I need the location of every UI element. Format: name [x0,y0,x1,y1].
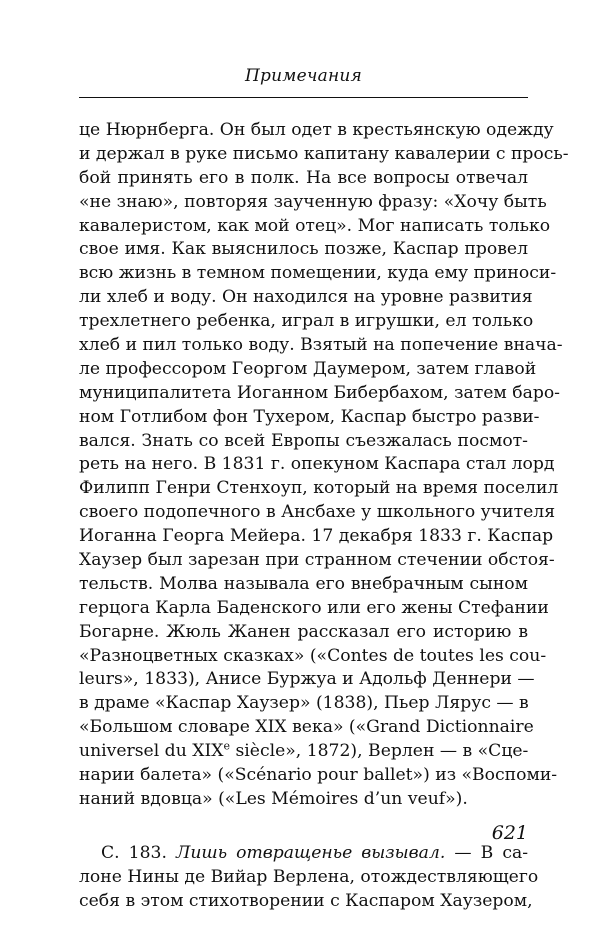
paragraph-notes-continuation [79,119,569,812]
text-line: ле профессором Георгом Даумером, затем главой [79,358,537,379]
text-line: «Большом словаре XIX века» («Grand Dictionnaire [79,717,534,738]
text-line: Хаузер был зарезан при странном стечении обстоя- [79,550,555,571]
paragraph-note-entry [79,842,539,914]
text-line: хлеб и пил только воду. Взятый на попечение внача- [79,335,563,356]
text-line: трехлетнего ребенка, играл в игрушки, ел только [79,311,534,332]
text-line: leurs», 1833), Анисе Буржуа и Адольф Деннери — [79,669,535,690]
text-line: герцога Карла Баденского или его жены Стефании [79,597,549,618]
text-line: це Нюрнберга. Он был одет в крестьянскую одежду [79,120,554,140]
text-line: и держал в руке письмо капитану кавалерии с прось- [79,143,569,164]
quoted-line: Лишь отвращенье вызывал. [176,842,446,863]
text-line: своего подопечного в Ансбахе у школьного учителя [79,502,556,523]
text-line: ли хлеб и воду. Он находился на уровне развития [79,287,533,308]
text-segment: siècle», 1872), Верлен — в «Сце- [230,741,529,762]
text-line: кавалеристом, как мой отец». Мог написать только [79,215,551,236]
text-line: тельств. Молва называла его внебрачным сыном [79,573,528,594]
text-line: себя в этом стихотворении с Каспаром Хаузером, [79,890,533,911]
body-text [79,119,569,914]
running-head-title: Примечания [245,66,362,86]
text-line: всю жизнь в темном помещении, куда ему приноси- [79,263,557,284]
text-line [79,740,528,764]
text-line: муниципалитета Иоганном Бибербахом, затем баро- [79,382,560,403]
text-line: Филипп Генри Стенхоуп, который на время поселил [79,478,559,499]
text-line: нарии балета» («Scénario pour ballet») из «Воспоми- [79,765,558,786]
text-line: лоне Нины де Вийар Верлена, отождествляющего [79,866,539,887]
text-line: свое имя. Как выяснилось позже, Каспар провел [79,239,528,260]
text-segment: universel du XIX [79,741,224,762]
text-line: реть на него. В 1831 г. опекуном Каспара стал лорд [79,454,555,475]
text-line: в драме «Каспар Хаузер» (1838), Пьер Лярус — в [79,693,529,714]
header-rule [79,97,528,98]
text-line [79,842,528,866]
text-line: ном Готлибом фон Тухером, Каспар быстро разви- [79,406,540,427]
page-reference: С. 183. [101,842,167,863]
superscript-e: e [223,739,230,753]
page-number: 621 [491,822,528,844]
text-line: Иоганна Георга Мейера. 17 декабря 1833 г. Каспар [79,526,554,547]
text-line: наний вдовца» («Les Mémoires d’un veuf»). [79,788,468,809]
text-line: вался. Знать со всей Европы съезжалась посмот- [79,430,528,451]
text-line: «не знаю», повторяя заученную фразу: «Хочу быть [79,191,547,212]
paragraph-gap [79,812,528,842]
text-line: бой принять его в полк. На все вопросы отвечал [79,167,528,188]
text-line: «Разноцветных сказках» («Contes de toutes les cou- [79,645,547,666]
text-segment: — В са- [445,842,529,863]
text-line: Богарне. Жюль Жанен рассказал его историю в [79,621,528,642]
